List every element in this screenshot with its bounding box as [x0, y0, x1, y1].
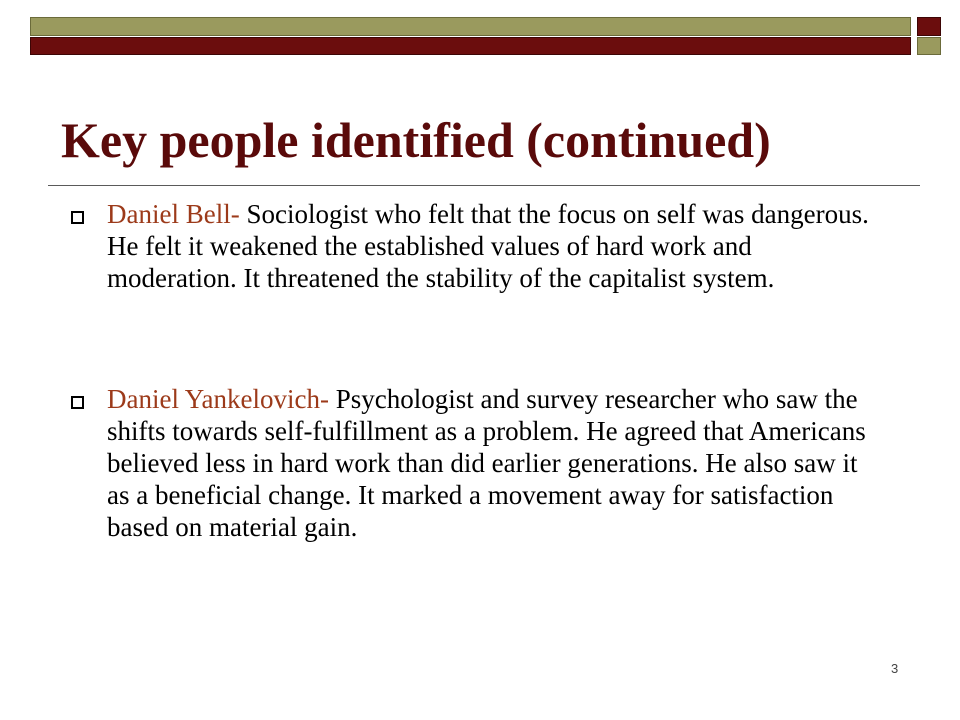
square-bullet-icon [71, 211, 84, 224]
page-number: 3 [891, 661, 899, 676]
title-divider [48, 185, 920, 186]
header-bar-olive [30, 17, 911, 36]
bullet-item-daniel-bell [71, 198, 884, 294]
person-description: Sociologist who felt that the focus on self was dangerous. He felt it weakened the established values of hard work and moderation. It threatened the stability of the capitalist system. [107, 199, 869, 293]
slide-title: Key people identified (continued) [61, 112, 771, 168]
person-description: Psychologist and survey researcher who saw the shifts towards self-fulfillment as a problem. He agreed that Americans believed less in hard work than did earlier generations. He also saw it as a beneficial change. It marked a movement away for satisfaction based on material gain. [107, 384, 866, 542]
square-bullet-icon [71, 396, 84, 409]
person-name: Daniel Yankelovich- [107, 384, 329, 414]
bullet-item-daniel-yankelovich [71, 383, 884, 543]
bullet-text [107, 198, 884, 294]
header-bar-maroon [30, 37, 911, 55]
bullet-text [107, 383, 884, 543]
person-name: Daniel Bell- [107, 199, 240, 229]
corner-square-olive [917, 37, 941, 55]
corner-square-maroon [917, 17, 941, 36]
